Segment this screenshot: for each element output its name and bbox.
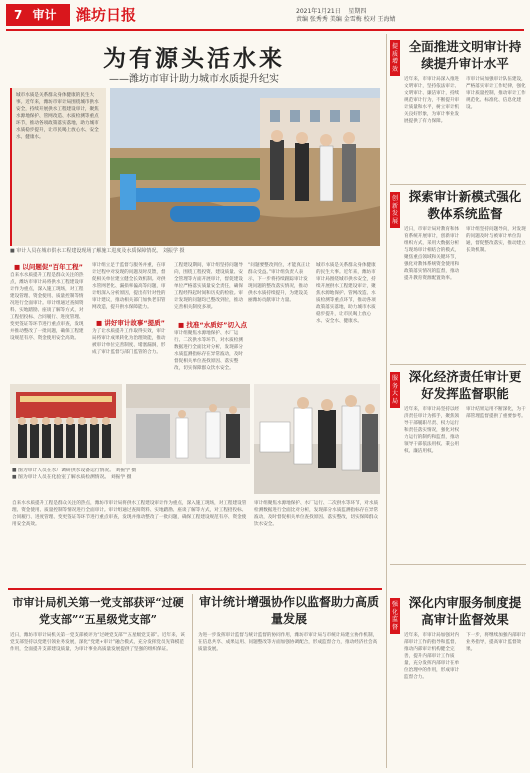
right-article-4-tag: 强化监督 xyxy=(390,598,400,634)
bottom-article-2-title: 审计统计增强协作以监督助力高质量发展 xyxy=(198,595,379,626)
right-article-1-text: 近年来，市审计局深入推进文明审计，坚持依法审计、文明审计、廉洁审计，持续规范审计行为，不断提升审计质量和水平，树立审计机关良好形象，为审计事业发展提供了有力保障。 xyxy=(404,77,460,124)
right-article-2-title: 探索审计新模式强化教体系统监督 xyxy=(408,189,522,221)
photo3-caption-text: ■ 图为审计人员在化验室了解水质检测情况。 刘振学 摄 xyxy=(12,474,132,480)
col2-text-a: 审计组立足于监督与服务并重，在审计过程中对发现的问题及时反馈，督促相关单位建立健全长效机制。对供水管网老化、漏损率偏高等问题，审计组深入分析原因，提出有针对性的审计建议，推动相关部门加快老旧管网改造，提升供水保障能力。 xyxy=(92,263,166,310)
right-article-2-tag: 创新发展 xyxy=(390,192,400,228)
paper-name: 潍坊日报 xyxy=(76,6,137,24)
right-article-1-title: 全面推进文明审计持续提升审计水平 xyxy=(408,39,522,71)
main-photo xyxy=(110,88,380,246)
main-subhead: ——潍坊市审计助力城市水质提升纪实 xyxy=(109,74,279,85)
right-article-4-text-2: 下一步，将继续加强内部审计业务指导，提高审计监督效果。 xyxy=(466,633,526,652)
header-info xyxy=(296,8,396,23)
col5-text: 城市水质是关系群众身体健康的民生大事。近年来，潍坊市审计局围绕城市供水安全，持续开展供水工程建设审计，聚焦水源地保护、管网改造、水质检测等重点环节，推动各项政策落实落地，助力城市水质稳步提升，让市民喝上放心水、安全水、健康水。 xyxy=(316,263,376,324)
header-rule xyxy=(6,29,524,31)
main-photo-caption: ■ 审计人员在城市供水工程建设现场了解施工进度及水质保障情况。 刘振学 摄 xyxy=(10,248,185,254)
right-article-4-text: 近年来，市审计局加强对内部审计工作的指导和监督，推动内部审计机构健全完善，提升内部审计工作质量，充分发挥内部审计在单位治理中的作用，形成审计监督合力。 xyxy=(404,633,460,680)
sub2-title: ■ 讲好审计故事“提质” xyxy=(96,319,165,327)
right-article-3-title: 深化经济责任审计更好发挥监督职能 xyxy=(408,369,522,401)
group-photo xyxy=(10,384,122,464)
facility-photo xyxy=(126,384,250,464)
sub3-text: 审计组聚焦水源地保护、水厂运行、二次供水等环节，对水质检测数据进行全面比对分析，发现部分水质监测指标存在异常波动，及时督促相关单位查找原因、落实整改，切实保障群众饮水安全。 xyxy=(174,331,243,371)
bottom-divider xyxy=(192,594,193,768)
right-article-3-tag: 服务大局 xyxy=(390,372,400,408)
section-name: 审计 xyxy=(32,8,57,22)
page-number-badge xyxy=(6,4,70,26)
bottom-article-2-text: 为进一步发挥审计监督与统计监督的协同作用，潍坊市审计局与市统计局建立协作机制，在信息共享、成果运用、问题整改等方面加强协调配合，形成监督合力，推动经济社会高质量发展。 xyxy=(198,633,378,652)
right-column-divider xyxy=(386,34,387,768)
sub1-text: 自来水水质提升工程是群众关注的热点，潍坊市审计局将供水工程建设审计作为重点，深入施工现场，对工程建设管理、资金使用、质量控制等情况进行全面审计。审计组通过查阅资料、实地踏勘、座谈了解等方式，对工程招投标、合同履行、进度管理、变更签证等环节进行重点审查，发现并推动整改了一批问题，确保工程建设规范有序、资金使用安全高效。 xyxy=(10,273,84,341)
page-number: 7 xyxy=(14,8,23,22)
sub1-title: ■ 以问题促“百年工程” xyxy=(14,263,83,271)
col3-text: 工程建设期间，审计组坚持问题导向，围绕工程投资、建设质量、安全管理等方面开展审计，督促建设单位严格落实质量安全责任，确保工程经得起时间和历史的检验。审计发现的问题均已整改到位，推动完善相关制度多项。 xyxy=(174,263,243,310)
photo2-caption xyxy=(12,468,248,494)
lab-photo xyxy=(254,384,380,494)
right-article-4-title: 深化内审服务制度提高审计监督效果 xyxy=(408,595,522,627)
photo2-caption-text: ■ 图为审计人员在水厂调研供水设备运行情况。 刘振学 摄 xyxy=(12,468,137,473)
right-divider-3 xyxy=(390,564,526,565)
right-article-3-text: 近年来，市审计局坚持以经济责任审计为抓手，聚焦领导干部履职尽责、权力运行和责任落实情况，强化对权力运行的制约和监督，推动领导干部依法用权、秉公用权、廉洁用权。 xyxy=(404,407,460,454)
sub2-text: 为了让水质提升工作取得实效，审计局将审计成果转化为治理效能，推动被审计单位完善制度、堵塞漏洞，形成了审计监督与部门监管的合力。 xyxy=(92,329,166,355)
main-extra-text-2: 审计组聚焦水源地保护、水厂运行、二次供水等环节，对水质检测数据进行全面比对分析，发现部分水质监测指标存在异常波动，及时督促相关单位查找原因、落实整改，切实保障群众饮水安全。 xyxy=(254,501,379,527)
date-line: 2021年1月21日 xyxy=(296,8,341,15)
right-article-1-text-2: 市审计局加强审计队伍建设，严格落实审计工作纪律，强化审计质量控制，推动审计工作规范化、标准化、信息化建设。 xyxy=(466,77,526,110)
sub3-title: ■ 找准“水质好”切入点 xyxy=(178,321,247,329)
bottom-article-1-title: 市审计局机关第一党支部获评“过硬党支部”“五星级党支部” xyxy=(12,596,184,626)
main-headline: 为有源头活水来 xyxy=(103,45,285,72)
section-divider xyxy=(8,588,382,590)
lead-text: 城市水质是关系群众身体健康的民生大事。近年来，潍坊市审计局围绕城市供水安全，持续开展供水工程建设审计，聚焦水源地保护、管网改造、水质检测等重点环节，推动各项政策落实落地，助力城市水质稳步提升，让市民喝上放心水、安全水、健康水。 xyxy=(16,93,99,140)
right-article-2-text: 近日，市审计局对教育和体育系统开展审计，创新审计组织方式，采用大数据分析与现场审计相结合的模式，聚焦重点领域和关键环节，强化对教体系统资金使用和政策落实情况的监督，推动提升教育资源配置效率。 xyxy=(404,227,460,281)
weekday: 星期四 xyxy=(348,8,367,15)
right-divider-1 xyxy=(390,184,526,185)
col4-text: “问题要整改到位，才能真正让群众受益。”审计组负责人表示，下一步将持续跟踪审计发现问题的整改落实情况，推动供水水质持续提升，为建设美丽潍坊贡献审计力量。 xyxy=(248,263,311,303)
bottom-article-1-text: 近日，潍坊市审计局机关第一党支部被评为“过硬党支部”“五星级党支部”。近年来，该党支部坚持以党建引领业务发展，深化“党建+审计”融合模式，充分发挥党员先锋模范作用，全面提升支部建设质量，为审计事业高质量发展提供了坚强的组织保证。 xyxy=(10,633,185,652)
right-article-1-tag: 提质增效 xyxy=(390,40,400,76)
editor-line: 责编 张秀秀 美编 金雪梅 校对 王海婧 xyxy=(296,16,396,23)
right-divider-2 xyxy=(390,364,526,365)
right-article-3-text-2: 审计结果运用不断深化，为干部管理监督提供了重要参考。 xyxy=(466,407,526,419)
lead-box xyxy=(10,88,106,246)
main-extra-text: 自来水水质提升工程是群众关注的热点，潍坊市审计局将供水工程建设审计作为重点，深入施工现场，对工程建设管理、资金使用、质量控制等情况进行全面审计。审计组通过查阅资料、实地踏勘、座谈了解等方式，对工程招投标、合同履行、进度管理、变更签证等环节进行重点审查，发现并推动整改了一批问题，确保工程建设规范有序、资金使用安全高效。 xyxy=(12,501,247,527)
right-article-2-text-2: 审计组坚持问题导向，对发现的问题及时与被审计单位沟通，督促整改落实，推动建立长效机制。 xyxy=(466,227,526,253)
page-header xyxy=(6,4,524,30)
